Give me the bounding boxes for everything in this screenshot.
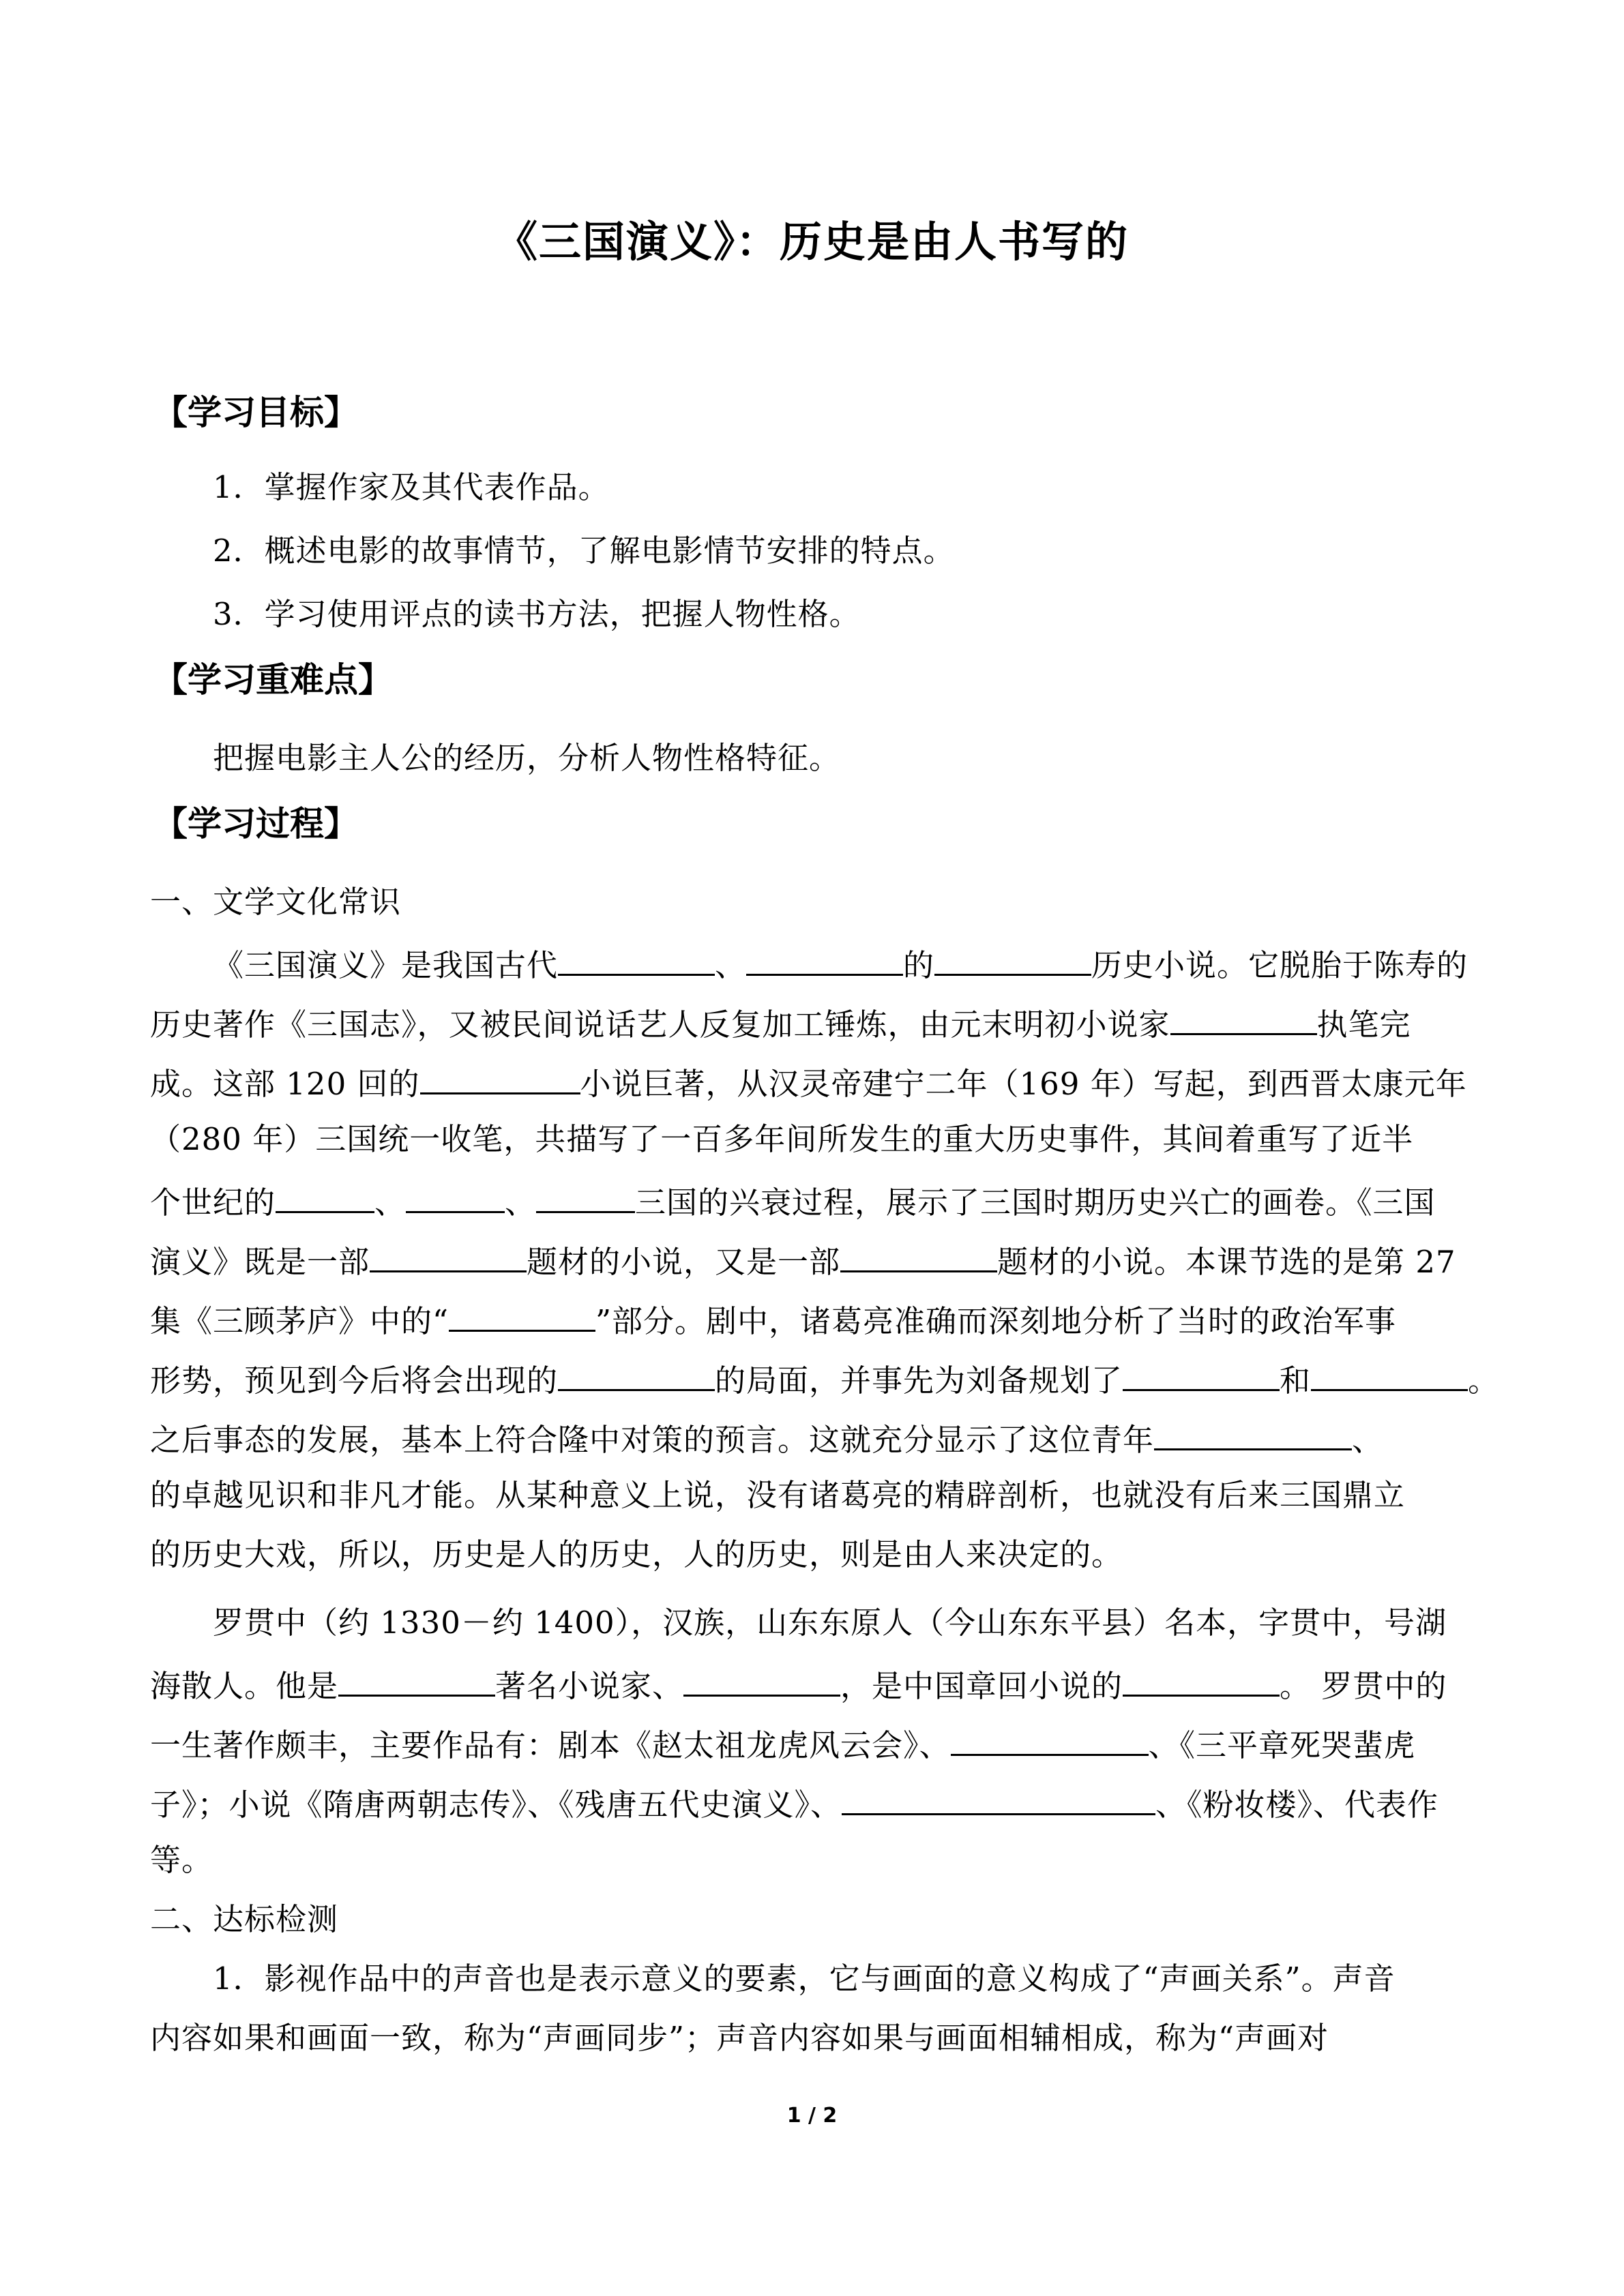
section-heading-literature: 一、文学文化常识 <box>150 884 402 920</box>
paragraph-line: 子》；小说《隋唐两朝志传》、《残唐五代史演义》、 、《粉妆楼》、代表作 <box>150 1780 1477 1825</box>
paragraph-line: 《三国演义》是我国古代 、 的 历史小说。它脱胎于陈寿的 <box>213 941 1477 986</box>
objectives-heading: 【学习目标】 <box>153 393 358 432</box>
fill-blank[interactable] <box>420 1060 580 1094</box>
paragraph-line: 罗贯中（约 1330－约 1400），汉族，山东东原人（今山东东平县）名本，字贯中，号湖 <box>213 1605 1447 1641</box>
paragraph-line: 海散人。他是 著名小说家、 ，是中国章回小说的 。 罗贯中的 <box>150 1662 1477 1707</box>
fill-blank[interactable] <box>683 1662 840 1697</box>
fill-blank[interactable] <box>842 1780 1155 1815</box>
fill-blank[interactable] <box>840 1238 997 1272</box>
fill-blank[interactable] <box>1154 1416 1352 1450</box>
paragraph-line: 成。这部 120 回的 小说巨著，从汉灵帝建宁二年（169 年）写起，到西晋太康元年 <box>150 1060 1477 1105</box>
fill-blank[interactable] <box>406 1178 505 1213</box>
fill-blank[interactable] <box>370 1238 527 1272</box>
key-points-heading: 【学习重难点】 <box>153 660 392 700</box>
paragraph-line: 的历史大戏，所以，历史是人的历史，人的历史，则是由人来决定的。 <box>150 1536 1123 1572</box>
paragraph-line: 个世纪的 、 、 三国的兴衰过程，展示了三国时期历史兴亡的画卷。《三国 <box>150 1178 1477 1223</box>
paragraph-line: 集《三顾茅庐》中的“ ”部分。剧中，诸葛亮准确而深刻地分析了当时的政治军事 <box>150 1297 1477 1342</box>
fill-blank[interactable] <box>276 1178 374 1213</box>
page-number: 1 / 2 <box>786 2104 838 2128</box>
fill-blank[interactable] <box>558 941 715 976</box>
paragraph-line: 一生著作颇丰，主要作品有：剧本《赵太祖龙虎风云会》、 、《三平章死哭蜚虎 <box>150 1721 1477 1766</box>
paragraph-line: 等。 <box>150 1842 213 1878</box>
fill-blank[interactable] <box>449 1297 595 1332</box>
paragraph-line: 内容如果和画面一致，称为“声画同步”；声音内容如果与画面相辅相成，称为“声画对 <box>150 2020 1329 2056</box>
fill-blank[interactable] <box>536 1178 635 1213</box>
fill-blank[interactable] <box>1311 1356 1468 1391</box>
process-heading: 【学习过程】 <box>153 804 358 844</box>
section-heading-assessment: 二、达标检测 <box>150 1901 339 1937</box>
paragraph-line: 之后事态的发展，基本上符合隆中对策的预言。这就充分显示了这位青年 、 <box>150 1416 1477 1461</box>
fill-blank[interactable] <box>1170 1000 1317 1035</box>
fill-blank[interactable] <box>951 1721 1149 1756</box>
fill-blank[interactable] <box>934 941 1091 976</box>
objective-item-3: 3．学习使用评点的读书方法，把握人物性格。 <box>213 596 861 632</box>
key-points-text: 把握电影主人公的经历，分析人物性格特征。 <box>213 740 841 776</box>
paragraph-line: 1．影视作品中的声音也是表示意义的要素，它与画面的意义构成了“声画关系”。声音 <box>213 1960 1396 1997</box>
fill-blank[interactable] <box>558 1356 715 1391</box>
objective-item-2: 2．概述电影的故事情节，了解电影情节安排的特点。 <box>213 533 955 569</box>
paragraph-line: 演义》既是一部 题材的小说，又是一部 题材的小说。本课节选的是第 27 <box>150 1238 1477 1283</box>
fill-blank[interactable] <box>746 941 903 976</box>
paragraph-line: 形势，预见到今后将会出现的 的局面，并事先为刘备规划了 和 。 <box>150 1356 1477 1401</box>
fill-blank[interactable] <box>1123 1356 1280 1391</box>
fill-blank[interactable] <box>338 1662 495 1697</box>
paragraph-line: 历史著作《三国志》，又被民间说话艺人反复加工锤炼，由元末明初小说家 执笔完 <box>150 1000 1477 1045</box>
paragraph-line: 的卓越见识和非凡才能。从某种意义上说，没有诸葛亮的精辟剖析，也就没有后来三国鼎立 <box>150 1477 1406 1513</box>
objective-item-1: 1．掌握作家及其代表作品。 <box>213 469 610 505</box>
paragraph-line: （280 年）三国统一收笔，共描写了一百多年间所发生的重大历史事件，其间着重写了近半 <box>150 1121 1414 1157</box>
page-title: 《三国演义》：历史是由人书写的 <box>494 217 1129 267</box>
fill-blank[interactable] <box>1123 1662 1280 1697</box>
